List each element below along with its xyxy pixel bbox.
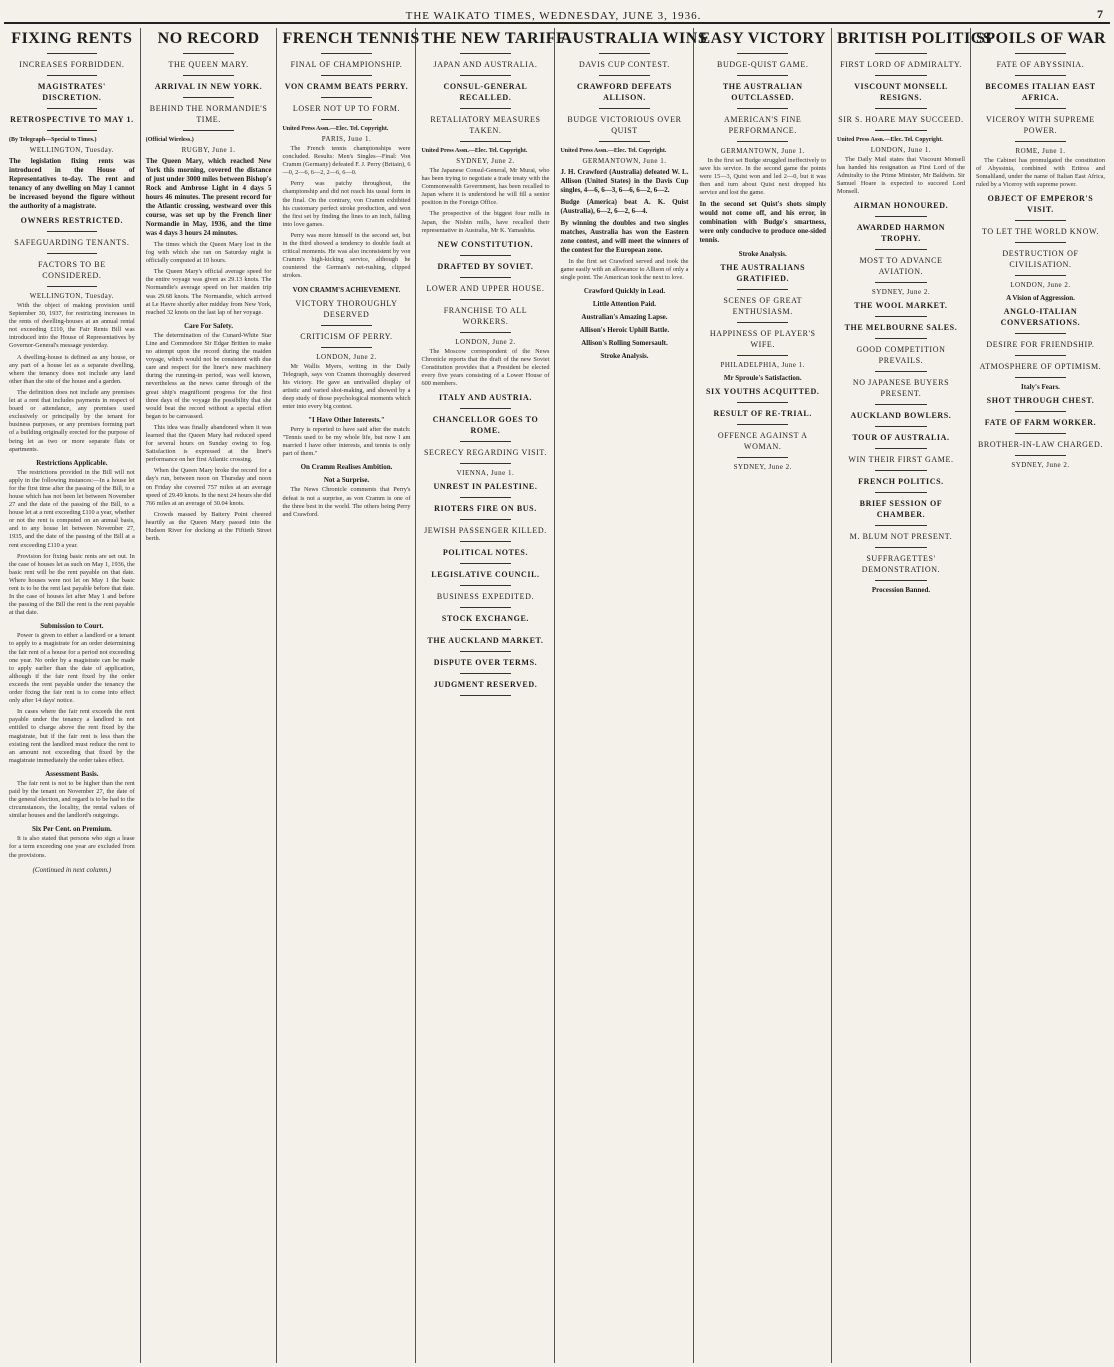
divider [460, 441, 511, 442]
article-paragraph: Perry was more himself in the second set, but in the third showed a tendency to double fault at critical moments. He was also inconsistent by von Cramm's high-kicking service, although he countered the German's net-rushing, clipped strokes. [282, 231, 411, 280]
wire-credit: United Press Assn.—Elec. Tel. Copyright. [836, 137, 943, 143]
article-deck: NO JAPANESE BUYERS PRESENT. [852, 378, 950, 399]
article-deck: CONSUL-GENERAL RECALLED. [443, 82, 528, 102]
divider [47, 286, 97, 287]
subheading: Allison's Heroic Uphill Battle. [579, 326, 670, 335]
divider [321, 53, 372, 54]
divider [737, 402, 788, 403]
subheading: Stroke Analysis. [600, 352, 649, 361]
article-deck: RIOTERS FIRE ON BUS. [434, 504, 537, 514]
divider [875, 75, 926, 76]
article-deck: MOST TO ADVANCE AVIATION. [859, 256, 943, 277]
article-deck: TO LET THE WORLD KNOW. [981, 227, 1099, 237]
article-paragraph: It is also stated that persons who sign a lease for a term exceeding one year are excluded from the provisions. [9, 835, 135, 859]
article-deck: MAGISTRATES' DISCRETION. [37, 82, 106, 102]
divider [599, 53, 650, 54]
column-headline: FIXING RENTS [11, 30, 133, 47]
article-paragraph: In the first set Crawford served and took the game easily with an allowance to Allison of only a single point. The American took the next to love. [560, 258, 689, 282]
subheading: Crawford Quickly in Lead. [583, 287, 666, 296]
divider [875, 525, 926, 526]
divider [183, 75, 233, 76]
article-deck: STOCK EXCHANGE. [441, 614, 530, 624]
divider [460, 673, 511, 674]
dateline: GERMANTOWN, June 1. [720, 147, 805, 155]
article-deck: AIRMAN HONOURED. [853, 201, 949, 211]
article-paragraph: The Moscow correspondent of the News Chronicle reports that the draft of the new Soviet Constitution provides that a President be elected every five years consisting of a Lower House of 600 members. [421, 347, 550, 388]
dateline: WELLINGTON, Tuesday. [29, 292, 114, 300]
divider [875, 580, 926, 581]
wire-credit: United Press Assn.—Elec. Tel. Copyright. [560, 148, 667, 154]
masthead [4, 4, 1110, 24]
column-headline: AUSTRALIA WINS [560, 30, 708, 47]
column-headline: NO RECORD [157, 30, 260, 47]
divider [737, 457, 788, 458]
article-deck: VICTORY THOROUGHLY DESERVED [295, 298, 398, 319]
column-headline: THE NEW TARIFF [421, 30, 567, 47]
news-column [4, 28, 141, 1363]
divider [460, 141, 511, 142]
subheading: Allison's Rolling Somersault. [581, 339, 668, 348]
column-headline: SPOILS OF WAR [975, 30, 1107, 47]
article-deck: M. BLUM NOT PRESENT. [849, 532, 953, 542]
article-deck: THE WOOL MARKET. [854, 301, 948, 311]
article-deck: CRAWFORD DEFEATS ALLISON. [576, 82, 672, 102]
article-deck: TOUR OF AUSTRALIA. [852, 433, 950, 443]
divider [1015, 275, 1067, 276]
subheading: Six Per Cent. on Premium. [31, 825, 112, 834]
divider [737, 75, 788, 76]
divider [1015, 220, 1067, 221]
article-deck: THE AUSTRALIAN OUTCLASSED. [722, 82, 803, 102]
article-paragraph: When the Queen Mary broke the record for a day's run, between noon on Thursday and noon on Friday she covered 757 miles at an average speed of 29.49 knots. In the next 24 hours she did 766 miles at an average of 30.04 knots. [145, 467, 272, 507]
divider [1015, 242, 1067, 243]
dateline: SYDNEY, June 2. [733, 463, 792, 472]
divider [875, 130, 926, 131]
news-column [971, 28, 1110, 1363]
subheading: A Vision of Aggression. [1006, 294, 1075, 303]
article-deck: SAFEGUARDING TENANTS. [14, 238, 130, 247]
column-headline: EASY VICTORY [699, 30, 826, 47]
divider [47, 253, 97, 254]
dateline: LONDON, June 1. [870, 146, 932, 154]
dateline: WELLINGTON, Tuesday. [29, 146, 114, 154]
divider [599, 141, 650, 142]
wire-credit: (Official Wireless.) [145, 137, 194, 143]
dateline: SYDNEY, June 2. [1011, 461, 1070, 470]
article-paragraph: Mr Wallis Myers, writing in the Daily Telegraph, says von Cramm thoroughly deserved his victory. He gave an unrivalled display of artistic and varied shot-making, and showed by a deep study of those psychological moments which enter into every big contest. [282, 362, 411, 410]
divider [321, 97, 372, 98]
article-deck: THE QUEEN MARY. [168, 60, 249, 69]
divider [460, 75, 511, 76]
article-deck: SUFFRAGETTES' DEMONSTRATION. [861, 554, 941, 575]
article-paragraph: The Japanese Consul-General, Mr Murai, who has been trying to negotiate a trade treaty with the Commonwealth Government, has been recalled to Japan where it is understood he will fill a senior position in the Foreign Office. [421, 167, 550, 207]
subheading: VON CRAMM'S ACHIEVEMENT. [292, 285, 401, 294]
divider [460, 255, 511, 256]
divider [875, 282, 926, 283]
article-paragraph: The fair rent is not to be higher than the rent paid by the tenant on November 27, the date of the general election, and regard is to be had to the circumstances, the locality, the rental values of similar houses and the landlord's outgoings. [9, 779, 135, 820]
divider [460, 541, 511, 542]
article-deck: ANGLO-ITALIAN CONVERSATIONS. [1000, 307, 1081, 328]
divider [875, 338, 926, 339]
dateline: LONDON, June 2. [1010, 281, 1071, 290]
divider [737, 108, 788, 109]
divider [875, 53, 926, 54]
divider [1015, 411, 1067, 412]
wire-credit: United Press Assn.—Elec. Tel. Copyright. [282, 126, 389, 132]
subheading: On Cramm Realises Ambition. [300, 463, 393, 472]
divider [875, 547, 926, 548]
article-deck: SIR S. HOARE MAY SUCCEED. [838, 115, 964, 124]
article-paragraph: Perry was patchy throughout, the championship and did not reach his usual form in the final. On the contrary, von Cramm exhibited his customary perfect stroke production, and won the first set by finding the lines to an inch, falling into love games. [282, 180, 411, 228]
article-deck: RETALIATORY MEASURES TAKEN. [430, 115, 541, 135]
divider [460, 651, 511, 652]
article-deck: FRANCHISE TO ALL WORKERS. [443, 305, 528, 326]
article-deck: VICEROY WITH SUPREME POWER. [986, 115, 1095, 135]
divider [460, 519, 511, 520]
article-paragraph: The Cabinet has promulgated the constitution of Abyssinia, combined with Eritrea and Somaliland, under the name of Italian East Africa, ruled by a Viceroy with supreme power. [975, 157, 1105, 189]
subheading: Restrictions Applicable. [36, 458, 108, 467]
subheading: Little Attention Paid. [592, 300, 657, 309]
article-deck: RESULT OF RE-TRIAL. [713, 409, 812, 419]
divider [875, 371, 926, 372]
article-deck: CRITICISM OF PERRY. [300, 331, 393, 341]
divider [47, 75, 97, 76]
divider [737, 53, 788, 54]
divider [875, 470, 926, 471]
subheading: Submission to Court. [40, 622, 104, 631]
divider [1015, 141, 1067, 142]
divider [321, 347, 372, 348]
article-deck: DESTRUCTION OF CIVILISATION. [1002, 249, 1079, 270]
article-deck: GOOD COMPETITION PREVAILS. [856, 345, 946, 366]
wire-credit: United Press Assn.—Elec. Tel. Copyright. [421, 148, 528, 154]
article-paragraph: Power is given to either a landlord or a tenant to apply to a magistrate for an order determining the fair rent of a house for a period not exceeding one year. No order by a magistrate can be made to apply earlier than the date of application, although if the fair rent fixed by the order exceeds the rent payable under the tenancy the order fixing the fair rent is to come into effect only after 14 days' notice. [9, 632, 135, 705]
article-deck: WIN THEIR FIRST GAME. [848, 455, 954, 465]
dateline: PARIS, June 1. [321, 135, 372, 143]
continuation-note: (Continued in next column.) [32, 865, 112, 874]
article-deck: SHOT THROUGH CHEST. [986, 396, 1095, 406]
article-deck: SIX YOUTHS ACQUITTED. [706, 387, 820, 397]
article-paragraph: Crowds massed by Battery Point cheered heartily as the Queen Mary passed into the Hudson River for docking at the Fiftieth Street berth. [145, 510, 272, 543]
column-headline: FRENCH TENNIS [282, 30, 420, 47]
article-deck: AUCKLAND BOWLERS. [850, 411, 952, 421]
article-deck: FRENCH POLITICS. [858, 477, 944, 487]
article-deck: ITALY AND AUSTRIA. [438, 393, 532, 403]
news-column [416, 28, 567, 1363]
article-paragraph: The determination of the Cunard-White Star Line and Commodore Sir Edgar Britten to make no attempt upon the record during the maiden voyage, which would not be consistent with due care and respect for the liner's new machinery during the running-in period, was well known, nevertheless as the news came through of the great ship's magnificent progress for the first three days of the voyage the possibility that she would beat the record without a special effort began to be canvassed. [145, 331, 272, 420]
article-deck: UNREST IN PALESTINE. [433, 482, 538, 492]
divider [1015, 377, 1067, 378]
divider [460, 299, 511, 300]
news-column [694, 28, 832, 1363]
article-deck: FIRST LORD OF ADMIRALTY. [840, 60, 962, 69]
divider [875, 216, 926, 217]
article-paragraph: Perry is reported to have said after the match: "Tennis used to be my whole life, but now I am married I have other interests, and tennis is only part of them." [282, 426, 411, 458]
divider [460, 497, 511, 498]
divider [460, 277, 511, 278]
article-paragraph: The News Chronicle comments that Perry's defeat is not a surprise, as von Cramm is one of the three best in the world. The others being Perry and Crawford. [282, 486, 411, 518]
divider [599, 108, 650, 109]
divider [460, 108, 511, 109]
dateline: PHILADELPHIA, June 1. [720, 361, 805, 370]
article-lead: The legislation fixing rents was introduced in the House of Representatives to-day. The rent and tenancy of any dwelling on May 1 cannot be increased beyond the figure without the authority of a magistrate. [9, 157, 135, 210]
wire-credit: (By Telegraph—Special to Times.) [9, 137, 97, 143]
columns-container [4, 28, 1110, 1363]
article-deck: SCENES OF GREAT ENTHUSIASM. [723, 296, 803, 317]
article-deck: THE AUSTRALIANS GRATIFIED. [720, 263, 806, 284]
article-deck: DISPUTE OVER TERMS. [433, 658, 538, 668]
article-paragraph: The Daily Mail states that Viscount Monsell has handed his resignation as First Lord of the Admiralty to the Prime Minister, Mr Baldwin. Sir Samuel Hoare is expected to succeed Lord Monsell. [836, 156, 965, 196]
divider [460, 332, 511, 333]
article-deck: OWNERS RESTRICTED. [20, 216, 124, 225]
divider [183, 53, 233, 54]
subheading: Stroke Analysis. [738, 250, 787, 259]
divider [47, 108, 97, 109]
dateline: LONDON, June 2. [455, 337, 516, 346]
article-paragraph: The Queen Mary's official average speed for the entire voyage was given as 29.13 knots. The Normandie's average speed on her maiden trip was 29.68 knots. The Normandie, which arrived at Le Havre shortly after midday from New York, reached 32 knots on the last lap of her voyage. [145, 268, 272, 316]
article-deck: VON CRAMM BEATS PERRY. [284, 82, 409, 91]
article-deck: FATE OF FARM WORKER. [984, 418, 1097, 428]
dateline: LONDON, June 2. [316, 352, 377, 361]
article-lead: In the second set Quist's shots simply would not come off, and his error, in combination with Budge's smartness, were only conducive to produce one-sided tennis. [699, 200, 826, 245]
article-deck: BECOMES ITALIAN EAST AFRICA. [985, 82, 1096, 102]
news-column [277, 28, 420, 1363]
article-paragraph: The prospective of the biggest four mills in Japan, the Nishin mills, have recalled their representative in Australia, Mr K. Yamashita. [421, 210, 550, 234]
divider [875, 108, 926, 109]
article-lead: J. H. Crawford (Australia) defeated W. L. Allison (United States) in the Davis Cup singles, 4—6, 6—3, 6—6, 6—2, 6—2. [560, 168, 689, 194]
article-deck: AWARDED HARMON TROPHY. [856, 223, 946, 244]
article-deck: BUDGE VICTORIOUS OVER QUIST [567, 115, 682, 135]
article-deck: JAPAN AND AUSTRALIA. [433, 60, 538, 69]
article-deck: LEGISLATIVE COUNCIL. [431, 570, 540, 580]
divider [460, 53, 511, 54]
article-paragraph: A dwelling-house is defined as any house, or any part of a house let as a separate dwelling, where the tenancy does not include any land other than the site of the house and a garden. [9, 353, 135, 385]
article-deck: BEHIND THE NORMANDIE'S TIME. [149, 104, 268, 124]
subheading: Not a Surprise. [323, 476, 370, 485]
article-paragraph: The French tennis championships were concluded. Results: Men's Singles—Final: Von Cramm (Germany) defeated F. J. Perry (Britain), 6—0, 2—6, 6—2, 2—6, 6—0. [282, 145, 411, 177]
divider [47, 53, 97, 54]
article-deck: VISCOUNT MONSELL RESIGNS. [854, 82, 948, 102]
masthead-title: THE WAIKATO TIMES, WEDNESDAY, JUNE 3, 1936. [405, 10, 702, 22]
article-lead: The Queen Mary, which reached New York this morning, covered the distance of just under 3000 miles between Bishop's Rock and Ambrose Light in 4 days 5 hours 46 minutes. The present record for the Atlantic crossing, westward over this course, was set up by the French liner Normandie in May, 1936, and the time was 4 days 3 hours 24 minutes. [145, 157, 272, 237]
divider [460, 563, 511, 564]
article-paragraph: The restrictions provided in the Bill will not apply in the following instances:—In a house let for the first time after the passing of the Bill, to a house which has not been let between November 27 and the date of the passing of the Bill, to a house let at a rent exceeding £110 a year, whether or not the rent is computed on an annual basis, and to any house let between November 27, 1935, and the date of the passing of the Bill at a rent exceeding £110 a year. [9, 468, 135, 549]
article-deck: INCREASES FORBIDDEN. [19, 60, 125, 69]
article-paragraph: Provision for fixing basic rents are set out. In the case of houses let as such on May 1, 1936, the basic rent will be the rent payable on that date. Where houses were not let on May 1 the basic rent is to be the rent last payable before that date. In the case of houses let after May 1 and before the passing of the Bill the rent is the rent payable at that date. [9, 552, 135, 617]
news-column [555, 28, 708, 1363]
divider [1015, 355, 1067, 356]
article-paragraph: The definition does not include any premises let at a rent that includes payments in respect of board or attendance, any premises used exclusively or principally by the tenant for business purposes, or any premises forming part of a building originally erected for the purpose of being let as two or more separate flats or apartments. [9, 388, 135, 453]
news-column [141, 28, 278, 1363]
article-paragraph: The times which the Queen Mary lost in the fog with which she ran on Saturday night is officially computed at 10 hours. [145, 241, 272, 265]
article-deck: LOWER AND UPPER HOUSE. [426, 283, 545, 293]
article-deck: THE AUCKLAND MARKET. [427, 636, 544, 646]
divider [737, 141, 788, 142]
divider [321, 75, 372, 76]
divider [875, 404, 926, 405]
divider [737, 424, 788, 425]
article-lead: Budge (America) beat A. K. Quist (Australia), 6—2, 6—2, 6—4. [560, 198, 689, 215]
article-paragraph: This idea was finally abandoned when it was learned that the Queen Mary had reduced speed for several hours on Sunday owing to fog. Satisfaction is expressed at the liner's performance on her first Atlantic crossing. [145, 423, 272, 464]
divider [1015, 455, 1067, 456]
divider [1015, 333, 1067, 334]
article-deck: SECRECY REGARDING VISIT. [424, 448, 547, 458]
article-deck: JEWISH PASSENGER KILLED. [424, 526, 547, 536]
article-deck: HAPPINESS OF PLAYER'S WIFE. [709, 329, 816, 350]
article-deck: THE MELBOURNE SALES. [844, 323, 958, 333]
subheading: Australian's Amazing Lapse. [581, 313, 668, 322]
divider [1015, 433, 1067, 434]
article-deck: OFFENCE AGAINST A WOMAN. [717, 431, 808, 452]
dateline: SYDNEY, June 2. [871, 288, 931, 297]
article-deck: BRIEF SESSION OF CHAMBER. [859, 499, 943, 520]
divider [737, 322, 788, 323]
article-deck: RETROSPECTIVE TO MAY 1. [10, 115, 134, 124]
divider [875, 492, 926, 493]
article-deck: FACTORS TO BE CONSIDERED. [38, 260, 106, 280]
divider [875, 316, 926, 317]
divider [47, 231, 97, 232]
subheading: "I Have Other Interests." [308, 416, 385, 425]
divider [875, 249, 926, 250]
divider [183, 130, 233, 131]
page-number: 7 [1097, 7, 1104, 21]
article-paragraph: With the object of making provision until September 30, 1937, for restricting increases in the rents of dwelling-houses at an annual rental not exceeding £110, the Fair Rents Bill was introduced into the House of Representatives by Governor-General's message yesterday. [9, 302, 135, 350]
divider [321, 325, 372, 326]
divider [47, 130, 97, 131]
divider [737, 355, 788, 356]
article-deck: DRAFTED BY SOVIET. [437, 261, 534, 271]
divider [460, 607, 511, 608]
subheading: Assessment Basis. [45, 769, 99, 778]
divider [460, 463, 511, 464]
divider [737, 289, 788, 290]
column-headline: BRITISH POLITICS [836, 30, 993, 47]
article-deck: BROTHER-IN-LAW CHARGED. [977, 440, 1103, 450]
article-lead: By winning the doubles and two singles matches, Australia has won the Eastern zone contest, and will meet the winners of the contest for the European zone. [560, 219, 689, 254]
divider [1015, 75, 1067, 76]
article-deck: LOSER NOT UP TO FORM. [292, 104, 401, 113]
article-deck: ARRIVAL IN NEW YORK. [154, 82, 263, 91]
article-deck: JUDGMENT RESERVED. [433, 680, 538, 690]
divider [875, 426, 926, 427]
dateline: RUGBY, June 1. [181, 146, 236, 154]
article-deck: BUSINESS EXPEDITED. [436, 592, 535, 602]
article-paragraph: In the first set Budge struggled ineffectively to save his service. In the second game the points were 15—3, Quist won and led 2—0, but it was then and turn about Quist next dropped his service and lost the game. [699, 157, 826, 197]
subheading: Italy's Fears. [1021, 383, 1060, 392]
subheading: Procession Banned. [871, 586, 931, 595]
divider [1015, 53, 1067, 54]
divider [599, 75, 650, 76]
dateline: ROME, June 1. [1015, 147, 1066, 155]
divider [460, 629, 511, 630]
article-deck: ATMOSPHERE OF OPTIMISM. [979, 362, 1102, 372]
divider [875, 448, 926, 449]
divider [460, 408, 511, 409]
article-deck: OBJECT OF EMPEROR'S VISIT. [987, 194, 1094, 215]
article-deck: NEW CONSTITUTION. [437, 239, 534, 249]
article-deck: FATE OF ABYSSINIA. [996, 60, 1085, 69]
article-deck: DAVIS CUP CONTEST. [579, 60, 670, 69]
article-paragraph: In cases where the fair rent exceeds the rent payable under the tenancy a landlord is not entitled to charge above the rent fixed by the magistrate, but if the fair rent is less than the existing rent the landlord must reduce the rent to an amount not exceeding that fixed by the magistrate immediately the order takes effect. [9, 708, 135, 764]
article-deck: DESIRE FOR FRIENDSHIP. [986, 340, 1095, 350]
article-deck: POLITICAL NOTES. [442, 548, 529, 558]
article-deck: AMERICAN'S FINE PERFORMANCE. [724, 115, 802, 135]
dateline: VIENNA, June 1. [456, 469, 515, 478]
divider [321, 119, 372, 120]
divider [460, 585, 511, 586]
news-column [832, 28, 993, 1363]
subheading: Mr Sproule's Satisfaction. [723, 374, 802, 383]
article-deck: CHANCELLOR GOES TO ROME. [432, 415, 539, 436]
dateline: SYDNEY, June 2. [456, 157, 515, 165]
article-deck: BUDGE-QUIST GAME. [717, 60, 809, 69]
subheading: Care For Safety. [184, 321, 234, 330]
divider [183, 97, 233, 98]
dateline: GERMANTOWN, June 1. [582, 157, 667, 165]
article-deck: FINAL OF CHAMPIONSHIP. [290, 60, 403, 69]
divider [1015, 108, 1067, 109]
divider [460, 695, 511, 696]
